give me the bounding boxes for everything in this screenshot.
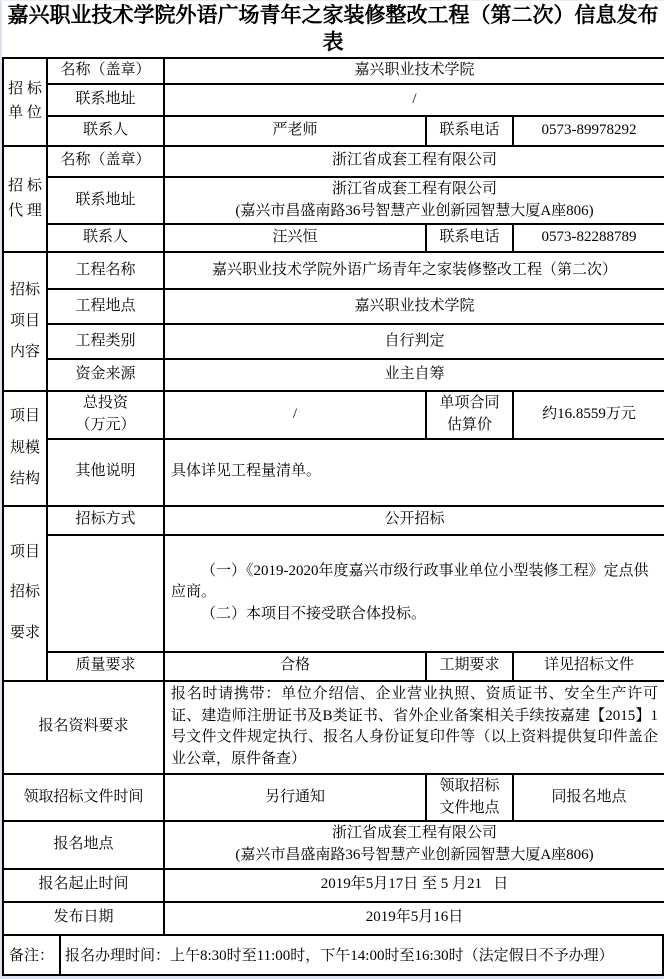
section-label-line: 内容: [9, 343, 40, 360]
tenderer-phone-value: 0573-89978292: [513, 116, 664, 146]
section-label-project-scale: [3, 391, 47, 506]
contract-estimate-label-line2: 估算价: [446, 417, 492, 433]
investment-value: /: [164, 391, 426, 439]
section-label-line: 招标: [9, 282, 40, 299]
agency-address-line2: (嘉兴市昌盛南路36号智慧产业创新园智慧大厦A座806): [235, 202, 594, 219]
duration-requirement-value: 详见招标文件: [513, 652, 664, 681]
bid-conditions-value: [164, 535, 664, 652]
other-notes-label: 其他说明: [47, 439, 164, 506]
tenderer-name-value: 嘉兴职业技术学院: [164, 58, 664, 84]
remark-label: 备注：: [4, 936, 61, 974]
section-label-line: 规模: [9, 439, 40, 456]
section-label-agency: [3, 146, 47, 253]
project-category-label: 工程类别: [47, 324, 164, 359]
section-label-line: 招 标: [8, 177, 42, 194]
registration-materials-label: 报名资料要求: [3, 681, 164, 774]
duration-requirement-label: 工期要求: [426, 652, 513, 681]
tenderer-address-label: 联系地址: [47, 84, 164, 116]
agency-contact-value: 汪兴恒: [164, 224, 426, 252]
section-label-bid-requirements: [3, 506, 47, 681]
investment-label-line2: （万元）: [75, 417, 136, 433]
doc-collection-time-label: 领取招标文件时间: [3, 774, 164, 822]
agency-phone-label: 联系电话: [426, 224, 513, 252]
project-location-label: 工程地点: [47, 289, 164, 324]
doc-collection-time-value: 另行通知: [164, 774, 426, 822]
section-label-line: 招标: [9, 584, 40, 601]
contract-estimate-label-line1: 单项合同: [439, 395, 500, 412]
publish-date-label: 发布日期: [3, 902, 164, 935]
doc-collection-place-value: 同报名地点: [513, 774, 664, 822]
bid-method-value: 公开招标: [164, 506, 664, 535]
quality-requirement-value: 合格: [164, 652, 426, 681]
project-location-value: 嘉兴职业技术学院: [164, 289, 664, 324]
bid-conditions-label: [47, 535, 164, 652]
section-label-line: 项目: [9, 407, 40, 424]
agency-address-value: [164, 177, 664, 225]
document-title: 嘉兴职业技术学院外语广场青年之家装修整改工程（第二次）信息发布表: [7, 3, 659, 54]
remark-row: [2, 936, 664, 976]
doc-collection-place-label-line2: 文件地点: [439, 799, 500, 816]
bid-condition-2: （二）本项目不接受联合体投标。: [201, 606, 427, 623]
agency-address-label: 联系地址: [47, 177, 164, 225]
section-label-project-content: [3, 252, 47, 391]
registration-period-value: 2019年5月17日 至 5 月21 日: [164, 869, 664, 902]
project-name-value: 嘉兴职业技术学院外语广场青年之家装修整改工程（第二次）: [164, 252, 664, 289]
bid-method-label: 招标方式: [47, 506, 164, 535]
contract-estimate-value: 约16.8559万元: [513, 391, 664, 439]
project-name-label: 工程名称: [47, 252, 164, 289]
registration-place-value: [164, 821, 664, 869]
section-label-line: 结构: [9, 471, 40, 488]
agency-address-line1: 浙江省成套工程有限公司: [332, 180, 498, 197]
other-notes-value: 具体详见工程量清单。: [164, 439, 664, 506]
project-funding-value: 业主自筹: [164, 359, 664, 391]
registration-place-line1: 浙江省成套工程有限公司: [332, 825, 498, 842]
project-funding-label: 资金来源: [47, 359, 164, 391]
remark-value: 报名办理时间：上午8:30时至11:00时，下午14:00时至16:30时（法定假日不予办理）: [65, 948, 614, 965]
section-label-line: 要求: [9, 625, 40, 642]
agency-name-value: 浙江省成套工程有限公司: [164, 146, 664, 177]
agency-contact-label: 联系人: [47, 224, 164, 252]
tenderer-name-label: 名称（盖章）: [47, 58, 164, 84]
section-label-line: 代 理: [8, 202, 42, 219]
investment-label: [47, 391, 164, 439]
registration-place-label: 报名地点: [3, 821, 164, 869]
agency-name-label: 名称（盖章）: [47, 146, 164, 177]
doc-collection-place-label-line1: 领取招标: [439, 777, 500, 794]
project-category-value: 自行判定: [164, 324, 664, 359]
investment-label-line1: 总投资: [82, 395, 128, 412]
tenderer-address-value: /: [164, 84, 664, 116]
tenderer-phone-label: 联系电话: [426, 116, 513, 146]
section-label-line: 招 标: [8, 80, 42, 97]
quality-requirement-label: 质量要求: [47, 652, 164, 681]
publish-date-value: 2019年5月16日: [164, 902, 664, 935]
section-label-line: 项目: [9, 312, 40, 329]
agency-phone-value: 0573-82288789: [513, 224, 664, 252]
bid-condition-1: （一）《2019-2020年度嘉兴市级行政事业单位小型装修工程》定点供应商。: [171, 562, 649, 601]
registration-materials-value: 报名时请携带：单位介绍信、企业营业执照、资质证书、安全生产许可证、建造师注册证书及B类证书、省外企业备案相关手续按嘉建【2015】1号文件文件规定执行、报名人身份证复印件等（以上资料提供复印件盖企业公章，原件备查）: [164, 681, 664, 774]
section-label-line: 单 位: [8, 105, 42, 122]
section-label-tenderer: [3, 58, 47, 146]
doc-collection-place-label: [426, 774, 513, 822]
tenderer-contact-value: 严老师: [164, 116, 426, 146]
registration-place-line2: (嘉兴市昌盛南路36号智慧产业创新园智慧大厦A座806): [235, 847, 594, 863]
tender-info-table: [2, 57, 664, 936]
registration-period-label: 报名起止时间: [3, 869, 164, 902]
tenderer-contact-label: 联系人: [47, 116, 164, 146]
section-label-line: 项目: [9, 543, 40, 560]
contract-estimate-label: [426, 391, 513, 439]
